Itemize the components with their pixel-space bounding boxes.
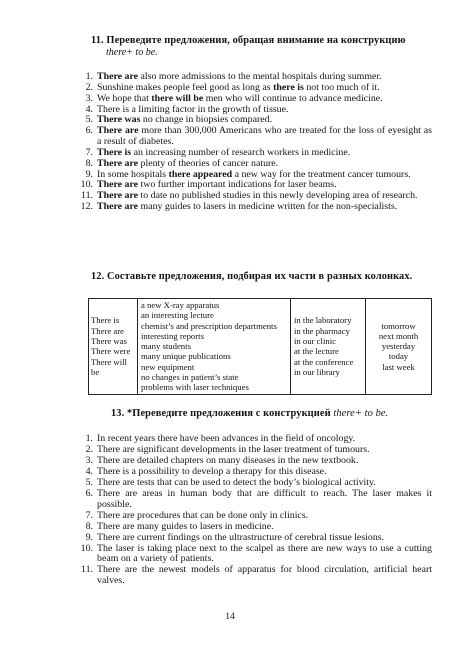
- item-number: 6.: [85, 125, 93, 137]
- item-text-bold: There are: [97, 201, 139, 213]
- table-col-place: [291, 299, 366, 395]
- item-number: 2.: [85, 443, 93, 455]
- ex13-item: [80, 533, 432, 544]
- table-cell-line: tomorrow: [381, 320, 416, 331]
- item-number: 10.: [80, 179, 93, 191]
- item-number: 7.: [85, 509, 93, 521]
- item-text: In recent years there have been advances in the field of oncology.: [97, 433, 356, 444]
- ex13-item: [80, 522, 432, 533]
- item-text: There are areas in human body that are difficult to reach. The laser makes it possible.: [97, 487, 432, 510]
- exercise-12-table: [88, 298, 432, 395]
- table-cell-line: There are: [91, 325, 125, 336]
- table-cell-line: today: [388, 351, 409, 362]
- item-number: 8.: [85, 157, 93, 169]
- item-text-bold: There are: [97, 71, 139, 82]
- item-text-plain: also more admissions to the mental hospitals during summer.: [138, 71, 382, 82]
- item-text: The laser is taking place next to the scalpel as there are new ways to use a cutting beam on a variety of patients.: [97, 542, 432, 565]
- item-number: 11.: [81, 564, 93, 576]
- item-text-bold: There are: [97, 179, 139, 191]
- item-text-bold: there appeared: [168, 168, 233, 180]
- ex11-item: [80, 202, 432, 213]
- item-text-plain: many guides to lasers in medicine written for the non-specialists.: [138, 201, 398, 213]
- item-text: [97, 202, 432, 213]
- item-number: 1.: [85, 433, 93, 444]
- item-text-plain: to date no published studies in this newly developing area of research.: [138, 190, 418, 202]
- item-number: 12.: [80, 201, 93, 213]
- item-number: 3.: [85, 454, 93, 466]
- table-cell-line: yesterday: [381, 341, 416, 352]
- item-text-bold: There was: [97, 114, 141, 126]
- table-cell-line: an interesting lecture: [141, 310, 214, 321]
- item-number: 9.: [85, 168, 93, 180]
- item-text-plain: an increasing number of research workers in medicine.: [131, 146, 351, 158]
- table-cell-line: new equipment: [141, 361, 195, 372]
- table-cell-line: at the lecture: [294, 346, 339, 357]
- item-text: There are detailed chapters on many diseases in the new textbook.: [97, 454, 359, 466]
- item-text-plain: Sunshine makes people feel good as long as: [97, 81, 274, 93]
- item-text: There are significant developments in the laser treatment of tumours.: [97, 443, 370, 455]
- exercise-13-title: [111, 408, 388, 419]
- item-number: 6.: [85, 487, 93, 499]
- table-cell-line: There is: [91, 315, 120, 326]
- table-cell-line: no changes in patient’s state: [141, 372, 239, 383]
- table-cell-line: last week: [382, 361, 415, 372]
- table-cell-line: at the conference: [294, 356, 354, 367]
- item-number: 2.: [85, 81, 93, 93]
- item-text-plain: two further important indications for laser beams.: [138, 179, 337, 191]
- item-text: There are procedures that can be done only in clinics.: [97, 509, 309, 521]
- table-cell-line: many unique publications: [141, 351, 231, 362]
- item-text-plain: In some hospitals: [97, 168, 169, 180]
- table-col-time: [366, 299, 432, 395]
- item-text-plain: a new way for the treatment cancer tumours.: [232, 168, 411, 180]
- table-col-noun: [138, 299, 291, 395]
- exercise-11-subtitle: there+ to be.: [106, 47, 158, 58]
- exercise-13-title-italic: there+ to be.: [333, 408, 389, 419]
- table-cell-line: There were: [91, 346, 131, 357]
- item-text: There is a possibility to develop a therapy for this disease.: [97, 465, 327, 477]
- exercise-11-list: [80, 72, 432, 213]
- item-number: 11.: [81, 190, 93, 202]
- table-cell-line: chemist’s and prescription departments: [141, 320, 277, 331]
- item-text-bold: There are: [97, 190, 139, 202]
- table-cell-line: in our clinic: [294, 336, 336, 347]
- item-text-plain: no change in biopsies compared.: [140, 114, 273, 126]
- table-cell-line: in the pharmacy: [294, 325, 350, 336]
- item-number: 4.: [85, 465, 93, 477]
- ex13-item: [80, 511, 432, 522]
- item-text-bold: There is: [97, 146, 132, 158]
- item-text-plain: men who will continue to advance medicine.: [203, 92, 383, 104]
- table-cell-line: interesting reports: [141, 330, 204, 341]
- table-cell-line: in our library: [294, 366, 340, 377]
- table-cell-line: a new X-ray apparatus: [141, 300, 220, 310]
- item-text: There are current findings on the ultrastructure of cerebral tissue lesions.: [97, 531, 385, 543]
- exercise-13-list: [80, 434, 432, 587]
- ex13-item: [80, 565, 432, 587]
- table-cell-line: in the laboratory: [294, 315, 352, 326]
- table-cell-line: many students: [141, 341, 191, 352]
- item-number: 3.: [85, 92, 93, 104]
- item-number: 9.: [85, 531, 93, 543]
- item-text: There are many guides to lasers in medicine.: [97, 520, 274, 532]
- item-text-plain: There is a limiting factor in the growth of tissue.: [97, 103, 289, 115]
- ex11-item: [80, 126, 432, 148]
- item-text-bold: there will be: [151, 92, 204, 104]
- item-number: 5.: [85, 114, 93, 126]
- item-text-bold: There are: [97, 157, 139, 169]
- table-col-subject: [89, 299, 138, 395]
- item-number: 4.: [85, 103, 93, 115]
- table-cell-line: problems with laser techniques: [141, 382, 249, 393]
- item-text-plain: more than 300,000 Americans who are treated for the loss of eyesight as a result of diabetes.: [97, 125, 433, 148]
- item-number: 10.: [80, 542, 93, 554]
- exercise-13-title-text: 13. *Переведите предложения с конструкцией: [111, 408, 331, 419]
- ex13-item: [80, 544, 432, 566]
- item-text-plain: We hope that: [97, 92, 152, 104]
- exercise-11-title: 11. Переведите предложения, обращая внимание на конструкцию: [91, 35, 406, 46]
- item-text-plain: not too much of it.: [303, 81, 380, 93]
- item-text-plain: plenty of theories of cancer nature.: [138, 157, 279, 169]
- table-cell-line: next month: [378, 330, 419, 341]
- item-text-bold: there is: [273, 81, 304, 93]
- exercise-12-title: 12. Составьте предложения, подбирая их части в разных колонках.: [91, 271, 413, 282]
- ex13-item: [80, 489, 432, 511]
- item-text-bold: There are: [97, 125, 139, 137]
- item-text: There are the newest models of apparatus for blood circulation, artificial heart valves.: [97, 564, 432, 587]
- page-number: 14: [225, 611, 235, 622]
- item-number: 8.: [85, 520, 93, 532]
- item-text: There are tests that can be used to detect the body’s biological activity.: [97, 476, 376, 488]
- item-text: [97, 126, 432, 148]
- item-number: 1.: [85, 71, 93, 82]
- table-cell-line: There was: [91, 336, 127, 347]
- table-cell-line: There will be: [91, 356, 127, 377]
- item-number: 5.: [85, 476, 93, 488]
- item-number: 7.: [85, 146, 93, 158]
